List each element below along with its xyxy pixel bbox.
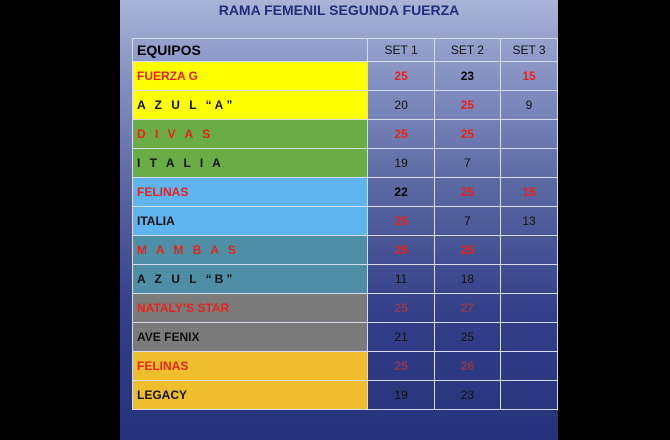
set-3-score: 13 bbox=[501, 207, 558, 236]
set-1-score: 19 bbox=[368, 149, 434, 178]
table-row bbox=[133, 149, 558, 178]
set-2-score: 25 bbox=[434, 178, 500, 207]
header-set-1: SET 1 bbox=[368, 39, 434, 62]
set-3-score bbox=[501, 149, 558, 178]
team-name: AVE FENIX bbox=[133, 323, 368, 352]
table-row bbox=[133, 178, 558, 207]
set-1-score: 25 bbox=[368, 236, 434, 265]
set-2-score: 18 bbox=[434, 265, 500, 294]
set-1-score: 19 bbox=[368, 381, 434, 410]
set-3-score bbox=[501, 352, 558, 381]
team-name: ITALIA bbox=[133, 207, 368, 236]
table-row bbox=[133, 91, 558, 120]
team-name: A Z U L “A” bbox=[133, 91, 368, 120]
set-1-score: 25 bbox=[368, 294, 434, 323]
set-2-score: 25 bbox=[434, 323, 500, 352]
table-row bbox=[133, 352, 558, 381]
set-3-score: 15 bbox=[501, 178, 558, 207]
team-name: FELINAS bbox=[133, 178, 368, 207]
set-2-score: 23 bbox=[434, 381, 500, 410]
team-name: FELINAS bbox=[133, 352, 368, 381]
set-3-score: 9 bbox=[501, 91, 558, 120]
set-1-score: 21 bbox=[368, 323, 434, 352]
table-row bbox=[133, 236, 558, 265]
set-1-score: 20 bbox=[368, 91, 434, 120]
set-1-score: 25 bbox=[368, 62, 434, 91]
set-2-score: 7 bbox=[434, 149, 500, 178]
table-row bbox=[133, 323, 558, 352]
set-3-score bbox=[501, 294, 558, 323]
set-3-score bbox=[501, 236, 558, 265]
team-name: D I V A S bbox=[133, 120, 368, 149]
table-row bbox=[133, 62, 558, 91]
set-3-score bbox=[501, 265, 558, 294]
table-row bbox=[133, 294, 558, 323]
team-name: LEGACY bbox=[133, 381, 368, 410]
team-name: I T A L I A bbox=[133, 149, 368, 178]
set-2-score: 23 bbox=[434, 62, 500, 91]
set-2-score: 25 bbox=[434, 120, 500, 149]
team-name: A Z U L “B” bbox=[133, 265, 368, 294]
table-row bbox=[133, 381, 558, 410]
set-1-score: 25 bbox=[368, 352, 434, 381]
table-row bbox=[133, 120, 558, 149]
header-set-3: SET 3 bbox=[501, 39, 558, 62]
team-name: FUERZA G bbox=[133, 62, 368, 91]
table-header-row bbox=[133, 39, 558, 62]
table-body bbox=[133, 62, 558, 410]
set-3-score bbox=[501, 381, 558, 410]
table-row bbox=[133, 207, 558, 236]
set-2-score: 25 bbox=[434, 91, 500, 120]
set-2-score: 26 bbox=[434, 352, 500, 381]
set-1-score: 11 bbox=[368, 265, 434, 294]
team-name: NATALY’S STAR bbox=[133, 294, 368, 323]
set-1-score: 25 bbox=[368, 207, 434, 236]
set-2-score: 25 bbox=[434, 236, 500, 265]
set-3-score: 15 bbox=[501, 62, 558, 91]
set-2-score: 27 bbox=[434, 294, 500, 323]
table-row bbox=[133, 265, 558, 294]
set-3-score bbox=[501, 120, 558, 149]
set-2-score: 7 bbox=[434, 207, 500, 236]
team-name: M A M B A S bbox=[133, 236, 368, 265]
header-teams: EQUIPOS bbox=[133, 39, 368, 62]
page-title: RAMA FEMENIL SEGUNDA FUERZA bbox=[218, 2, 460, 18]
set-3-score bbox=[501, 323, 558, 352]
scores-table bbox=[132, 38, 558, 410]
set-1-score: 22 bbox=[368, 178, 434, 207]
set-1-score: 25 bbox=[368, 120, 434, 149]
slide bbox=[120, 0, 558, 440]
header-set-2: SET 2 bbox=[434, 39, 500, 62]
